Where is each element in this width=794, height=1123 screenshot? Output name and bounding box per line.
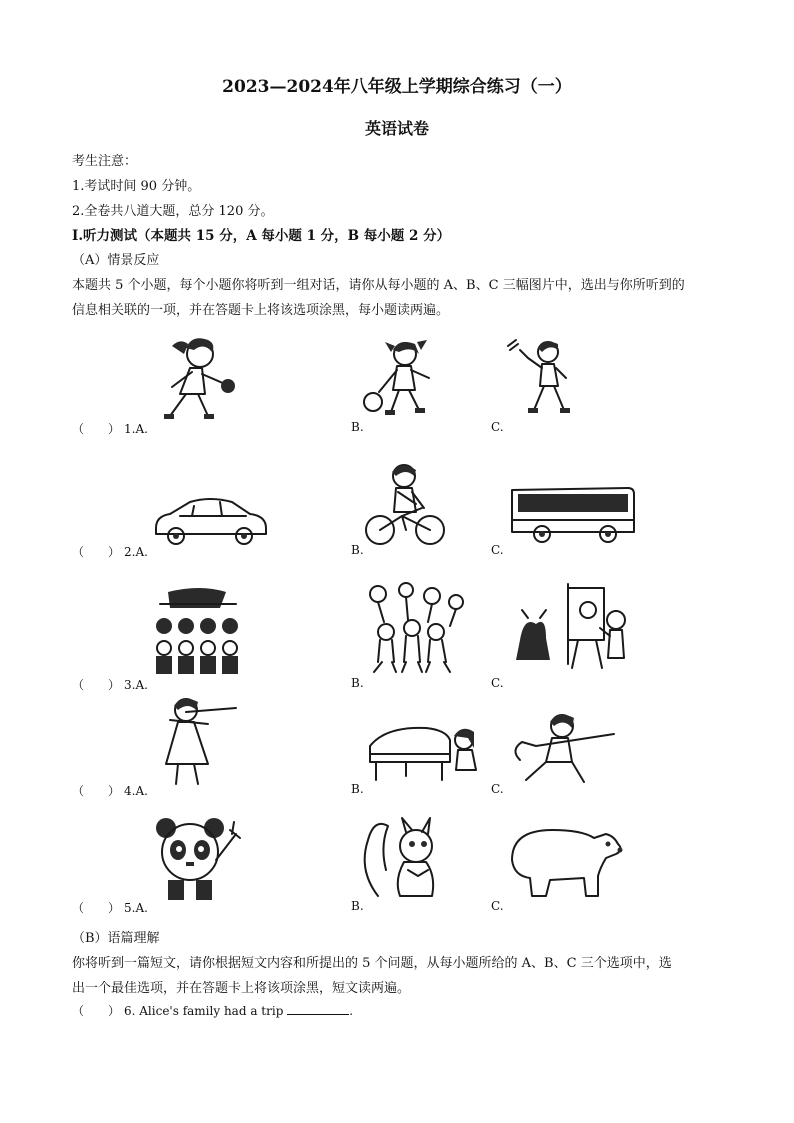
question-4-option-c-label: C. — [491, 782, 504, 796]
option-a-label: 4.A. — [124, 784, 148, 798]
question-4-answer[interactable] — [72, 782, 148, 799]
exam-title: 2023—2024年八年级上学期综合练习（一） — [222, 77, 572, 97]
partB-instructions-1: 你将听到一篇短文，请你根据短文内容和所提出的 5 个问题，从每小题所给的 A、B、C 三个选项中，选 — [72, 956, 672, 971]
girl-violin-icon — [150, 694, 242, 788]
answer-paren: （ ） — [72, 422, 121, 436]
question-3-answer[interactable] — [72, 676, 148, 693]
question-5-option-c-label: C. — [491, 899, 504, 913]
question-3-option-c-label: C. — [491, 676, 504, 690]
girl-basketball-icon — [355, 332, 450, 422]
question-6-text: 6. Alice's family had a trip — [124, 1004, 284, 1018]
bear-icon — [502, 820, 626, 902]
question-5-answer[interactable] — [72, 899, 148, 916]
girl-running-icon — [150, 332, 245, 422]
boy-bicycle-icon — [362, 460, 447, 548]
question-4-option-b-label: B. — [351, 782, 364, 796]
answer-blank[interactable] — [287, 1004, 349, 1015]
notice-item-2: 2.全卷共八道大题，总分 120 分。 — [72, 204, 274, 219]
question-1-option-b-label: B. — [351, 420, 364, 434]
question-2-answer[interactable] — [72, 543, 148, 560]
partA-instructions-2: 信息相关联的一项，并在答题卡上将该选项涂黑，每小题读两遍。 — [72, 303, 450, 318]
panda-icon — [152, 814, 248, 904]
option-a-label: 3.A. — [124, 678, 148, 692]
notice-item-1: 1.考试时间 90 分钟。 — [72, 179, 201, 194]
partB-heading: （B）语篇理解 — [72, 931, 160, 946]
boy-guitar-icon — [506, 710, 620, 786]
car-icon — [150, 492, 272, 550]
question-1-option-c-label: C. — [491, 420, 504, 434]
answer-paren: （ ） — [72, 784, 121, 798]
answer-paren: （ ） — [72, 901, 121, 915]
section1-heading: Ⅰ.听力测试（本题共 15 分，A 每小题 1 分，B 每小题 2 分） — [72, 228, 451, 244]
bus-icon — [508, 482, 636, 548]
answer-paren: （ ） — [72, 678, 121, 692]
choir-piano-icon — [150, 582, 255, 680]
question-1-answer[interactable] — [72, 420, 148, 437]
question-3-option-b-label: B. — [351, 676, 364, 690]
question-5-option-b-label: B. — [351, 899, 364, 913]
painting-easel-icon — [506, 580, 631, 672]
option-a-label: 2.A. — [124, 545, 148, 559]
option-a-label: 1.A. — [124, 422, 148, 436]
partA-heading: （A）情景反应 — [72, 253, 160, 268]
question-2-option-b-label: B. — [351, 543, 364, 557]
question-2-option-c-label: C. — [491, 543, 504, 557]
kids-balloons-icon — [362, 582, 472, 680]
notice-heading: 考生注意： — [72, 154, 138, 169]
girl-piano-icon — [366, 720, 482, 786]
squirrel-icon — [358, 810, 450, 906]
question-6[interactable] — [72, 1002, 353, 1019]
option-a-label: 5.A. — [124, 901, 148, 915]
girl-badminton-icon — [500, 332, 580, 422]
partB-instructions-2: 出一个最佳选项，并在答题卡上将该项涂黑，短文读两遍。 — [72, 981, 411, 996]
period: . — [349, 1004, 354, 1018]
answer-paren: （ ） — [72, 1004, 121, 1018]
exam-subtitle: 英语试卷 — [364, 119, 429, 138]
partA-instructions-1: 本题共 5 个小题，每个小题你将听到一组对话，请你从每小题的 A、B、C 三幅图片中，选出与你所听到的 — [72, 278, 685, 293]
answer-paren: （ ） — [72, 545, 121, 559]
